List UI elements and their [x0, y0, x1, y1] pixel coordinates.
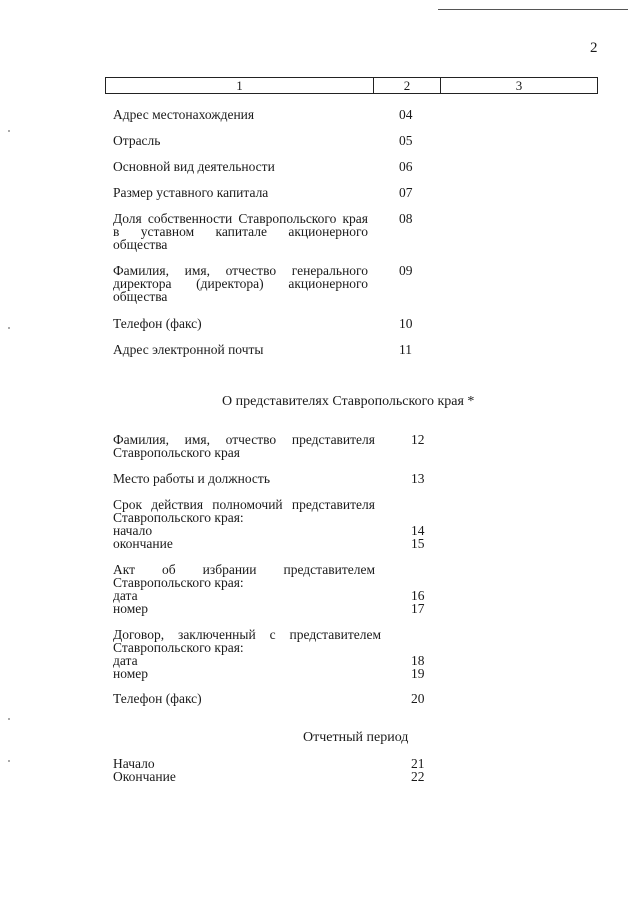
rep-code-election-date: 16	[411, 588, 425, 603]
row-label-capital-size: Размер уставного капитала	[113, 185, 269, 200]
row-code-director-name: 09	[399, 263, 413, 278]
rep-sub-term-start: начало	[113, 523, 153, 538]
scan-speck	[8, 130, 10, 132]
rep-label-phone: Телефон (факс)	[113, 691, 202, 706]
row-label-phone: Телефон (факс)	[113, 316, 202, 331]
scan-speck	[8, 760, 10, 762]
column-header-table	[105, 77, 598, 94]
rep-code-contract-date: 18	[411, 653, 425, 668]
period-code-end: 22	[411, 769, 425, 784]
rep-sub-term-end: окончание	[113, 536, 173, 551]
row-code-industry: 05	[399, 133, 413, 148]
rep-sub-election-date: дата	[113, 588, 138, 603]
representatives-section-title: О представителях Ставропольского края *	[222, 394, 475, 409]
scan-speck	[8, 718, 10, 720]
column-header-3: 3	[515, 78, 523, 93]
rep-label-term: Срок действия полномочий представителя Ставропольского края:	[113, 497, 375, 525]
row-code-phone: 10	[399, 316, 413, 331]
report-period-title: Отчетный период	[303, 730, 409, 745]
rep-label-contract: Договор, заключенный с представителем Ставропольского края:	[113, 627, 381, 655]
top-rule	[438, 9, 628, 10]
period-code-start: 21	[411, 756, 425, 771]
rep-code-full-name: 12	[411, 432, 425, 447]
rep-sub-contract-date: дата	[113, 653, 138, 668]
rep-sub-election-number: номер	[113, 601, 149, 616]
row-label-director-name: Фамилия, имя, отчество генерального директора (директора) акционерного общества	[113, 263, 368, 304]
period-label-end: Окончание	[113, 769, 176, 784]
row-label-address: Адрес местонахождения	[113, 107, 255, 122]
rep-sub-contract-number: номер	[113, 666, 149, 681]
scan-speck	[8, 327, 10, 329]
row-label-ownership-share: Доля собственности Ставропольского края в уставном капитале акционерного общества	[113, 211, 368, 252]
row-code-email: 11	[399, 342, 412, 357]
rep-code-phone: 20	[411, 691, 425, 706]
rep-code-workplace: 13	[411, 471, 425, 486]
rep-code-term-start: 14	[411, 523, 425, 538]
column-header-1: 1	[106, 78, 374, 93]
rep-code-contract-number: 19	[411, 666, 425, 681]
column-header-2: 2	[374, 78, 441, 93]
rep-label-workplace: Место работы и должность	[113, 471, 270, 486]
rep-code-election-number: 17	[411, 601, 425, 616]
row-code-main-activity: 06	[399, 159, 413, 174]
row-code-address: 04	[399, 107, 413, 122]
rep-label-election-act: Акт об избрании представителем Ставропольского края:	[113, 562, 375, 590]
row-label-main-activity: Основной вид деятельности	[113, 159, 275, 174]
row-code-ownership-share: 08	[399, 211, 413, 226]
row-label-email: Адрес электронной почты	[113, 342, 264, 357]
rep-code-term-end: 15	[411, 536, 425, 551]
row-code-capital-size: 07	[399, 185, 413, 200]
row-label-industry: Отрасль	[113, 133, 161, 148]
page-number: 2	[590, 40, 598, 56]
rep-label-full-name: Фамилия, имя, отчество представителя Ставропольского края	[113, 432, 375, 460]
period-label-start: Начало	[113, 756, 155, 771]
